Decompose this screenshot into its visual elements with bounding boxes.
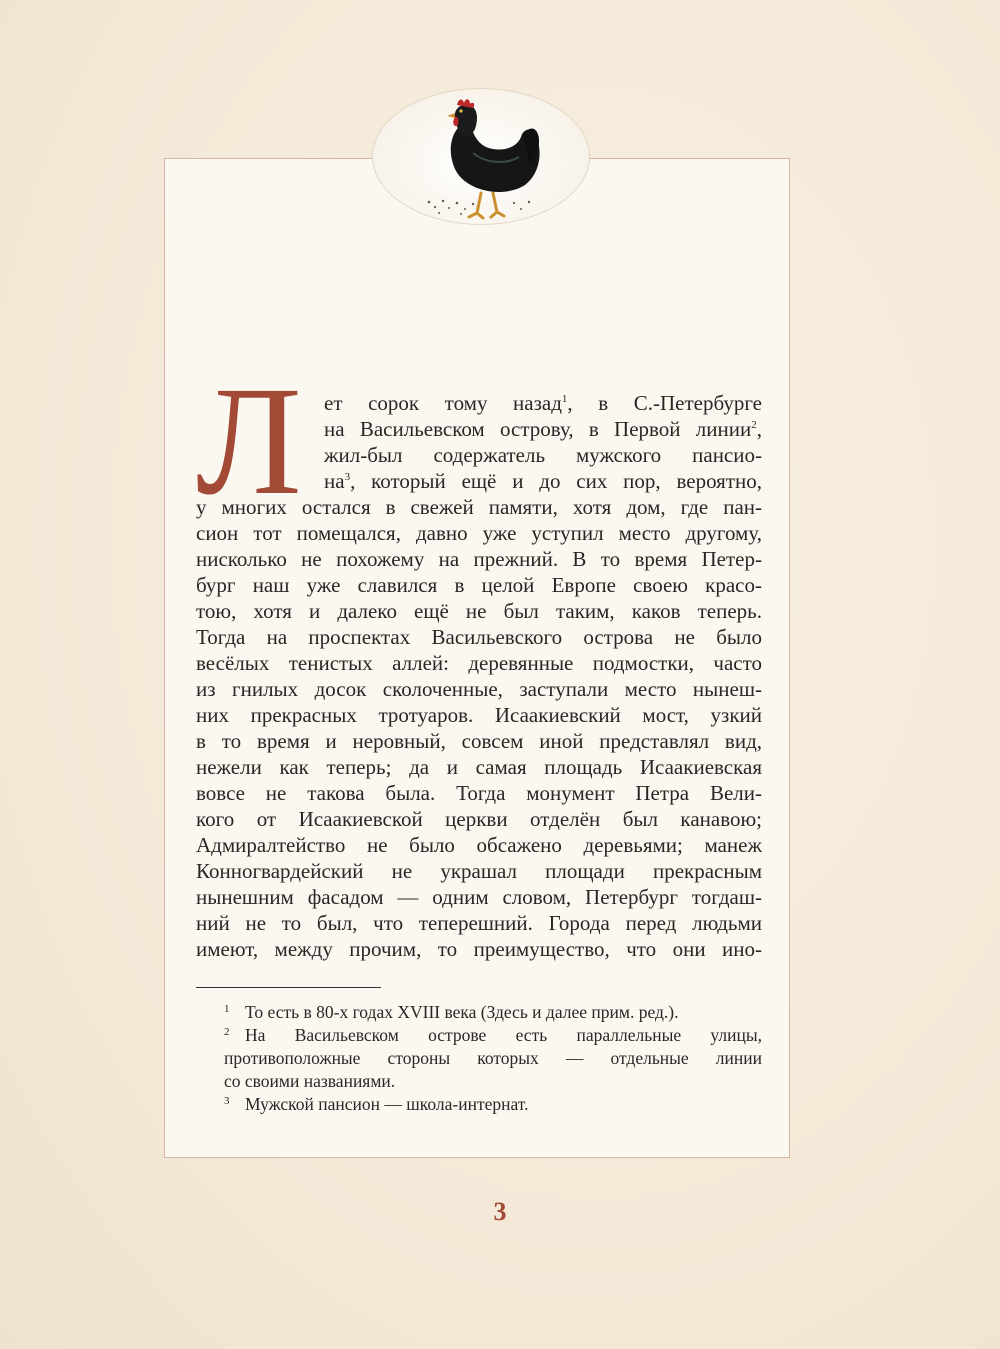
black-hen-icon bbox=[373, 89, 591, 226]
body-text bbox=[196, 390, 762, 962]
text-line: сион тот помещался, давно уже уступил место другому, bbox=[196, 521, 762, 545]
text-line: них прекрасных тротуаров. Исаакиевский мост, узкий bbox=[196, 703, 762, 727]
footnote-line: То есть в 80-х годах XVIII века (Здесь и далее прим. ред.). bbox=[245, 1002, 679, 1022]
drop-cap: Л bbox=[196, 354, 302, 527]
footnote bbox=[196, 1024, 762, 1093]
hen-vignette bbox=[372, 88, 590, 225]
footnote-number: 2 bbox=[224, 1026, 230, 1038]
text-line: нынешним фасадом — одним словом, Петербург тогдаш- bbox=[196, 885, 762, 909]
footnote-line: Мужской пансион — школа-интернат. bbox=[245, 1094, 529, 1114]
text-line: нисколько не похожему на прежний. В то время Петер- bbox=[196, 547, 762, 571]
text-line: Тогда на проспектах Васильевского острова не было bbox=[196, 625, 762, 649]
footnote bbox=[196, 1001, 762, 1024]
footnotes bbox=[196, 1001, 762, 1116]
footnote-line: со своими названиями. bbox=[224, 1071, 396, 1091]
footnote-number: 1 bbox=[224, 1003, 230, 1015]
text-line: имеют, между прочим, то преимущество, что они ино- bbox=[196, 937, 762, 961]
text-line: нежели как теперь; да и самая площадь Исаакиевская bbox=[196, 755, 762, 779]
text-line: ний не то был, что теперешний. Города перед людьми bbox=[196, 911, 762, 935]
text-line: Конногвардейский не украшал площади прекрасным bbox=[196, 859, 762, 883]
footnote-line: противоположные стороны которых — отдельные линии bbox=[224, 1048, 762, 1068]
footnote-divider bbox=[196, 987, 381, 988]
text-line: из гнилых досок сколоченные, заступали место нынеш- bbox=[196, 677, 762, 701]
text-line: у многих остался в свежей памяти, хотя дом, где пан- bbox=[196, 495, 762, 519]
text-line: бург наш уже славился в целой Европе своею красо- bbox=[196, 573, 762, 597]
text-line: Адмиралтейство не было обсажено деревьями; манеж bbox=[196, 833, 762, 857]
text-line: жил-был содержатель мужского пансио- bbox=[324, 443, 762, 467]
text-line: весёлых тенистых аллей: деревянные подмостки, часто bbox=[196, 651, 762, 675]
footnote-line: На Васильевском острове есть параллельные улицы, bbox=[245, 1025, 762, 1045]
text-line: кого от Исаакиевской церкви отделён был канавою; bbox=[196, 807, 762, 831]
page-number: 3 bbox=[493, 1197, 507, 1226]
text-line: на Васильевском острову, в Первой линии$^2$, bbox=[324, 417, 762, 441]
footnote-number: 3 bbox=[224, 1095, 230, 1107]
text-line: ет сорок тому назад$^1$, в С.-Петербурге bbox=[324, 391, 762, 415]
text-line: $на^3$, который ещё и до сих пор, вероятно, bbox=[324, 469, 762, 493]
text-line: в то время и неровный, совсем иной представлял вид, bbox=[196, 729, 762, 753]
text-line: вовсе не такова была. Тогда монумент Петра Вели- bbox=[196, 781, 762, 805]
text-line: тою, хотя и далеко ещё не был таким, каков теперь. bbox=[196, 599, 762, 623]
footnote bbox=[196, 1093, 762, 1116]
